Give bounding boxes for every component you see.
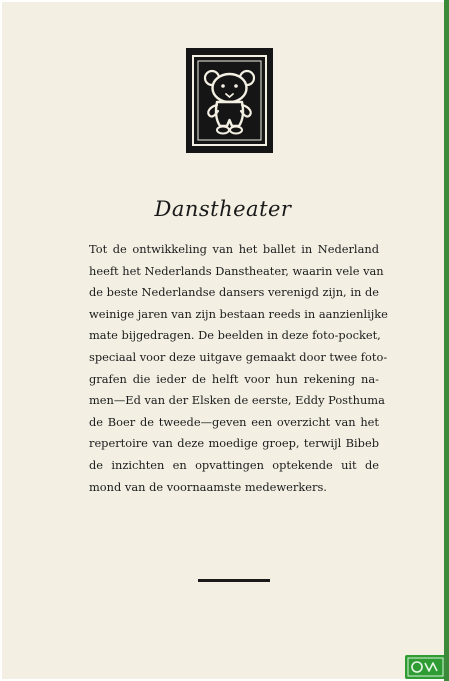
blurb-line: de inzichten en opvattingen optekende uit de (89, 457, 379, 472)
blurb-line: weinige jaren van zijn bestaan reeds in aanzienlijke (89, 306, 388, 321)
blurb-line: speciaal voor deze uitgave gemaakt door twee foto- (89, 349, 388, 364)
bear-logo-icon (186, 48, 273, 153)
blurb-line: de Boer de tweede—geven een overzicht van het (89, 414, 379, 429)
blurb-line: grafen die ieder de helft voor hun rekening na- (89, 371, 379, 386)
blurb-line: men—Ed van der Elsken de eerste, Eddy Posthuma (89, 393, 385, 408)
green-edge-strip (444, 0, 449, 681)
decorative-rule (198, 579, 270, 582)
blurb-line: Tot de ontwikkeling van het ballet in Nederland (89, 242, 379, 256)
blurb-line: repertoire van deze moedige groep, terwijl Bibeb (89, 436, 379, 451)
blurb-line: mond van de voornaamste medewerkers. (89, 479, 327, 494)
dewit-watermark-icon (405, 655, 446, 679)
blurb-paragraph (89, 239, 388, 498)
book-back-cover (2, 2, 445, 679)
blurb-line: mate bijgedragen. De beelden in deze foto-pocket, (89, 328, 381, 343)
blurb-line: heeft het Nederlands Danstheater, waarin vele van (89, 263, 384, 278)
cover-title: Danstheater (154, 197, 292, 221)
blurb-line: de beste Nederlandse dansers verenigd zijn, in de (89, 285, 379, 300)
